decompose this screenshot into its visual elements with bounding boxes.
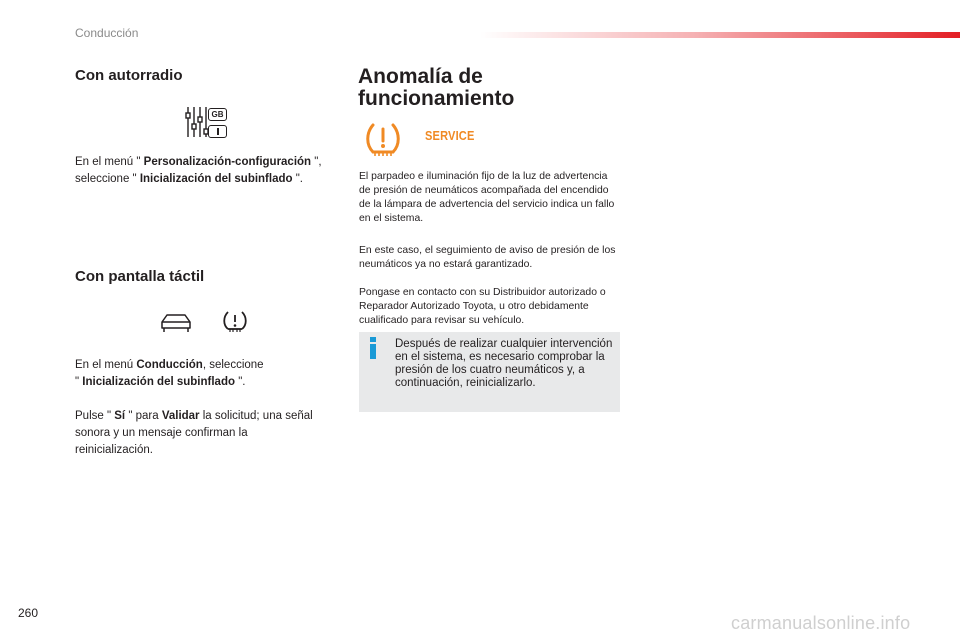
- radio-section-title: Con autorradio: [75, 67, 183, 84]
- tire-warning-icon: [364, 121, 402, 159]
- page-number: 260: [18, 606, 39, 620]
- language-box-icon: [208, 125, 227, 138]
- car-icon: [158, 310, 194, 336]
- press-yes-instructions: Pulse " Sí " para Validar la solicitud; una señal sonora y un mensaje confirman la reinicialización.: [75, 410, 313, 456]
- radio-instructions: En el menú " Personalización-configuración ", seleccione " Inicialización del subinflado ".: [75, 156, 322, 185]
- section-header: Conducción: [75, 26, 139, 40]
- service-warning-label: SERVICE: [425, 128, 475, 143]
- monitoring-not-guaranteed-text: En este caso, el seguimiento de aviso de presión de los neumáticos ya no estará garantizado.: [359, 245, 616, 270]
- touchscreen-section-title: Con pantalla táctil: [75, 268, 205, 285]
- watermark: carmanualsonline.info: [731, 613, 911, 633]
- gb-flag-icon: GB: [208, 108, 227, 121]
- touchscreen-instructions: En el menú Conducción, seleccione " Inicialización del subinflado ".: [75, 359, 264, 388]
- info-note: Después de realizar cualquier intervención en el sistema, es necesario comprobar la presión de los cuatro neumáticos y, a continuación, reinicializarlo.: [395, 338, 613, 389]
- malfunction-description: El parpadeo e iluminación fijo de la luz de advertencia de presión de neumáticos acompañada del encendido de la lámpara de advertencia del servicio indica un fallo en el sistema.: [359, 171, 615, 224]
- header-accent-bar: [480, 32, 960, 38]
- info-icon: [366, 337, 380, 359]
- malfunction-title: Anomalía de funcionamiento: [358, 65, 515, 110]
- contact-dealer-text: Pongase en contacto con su Distribuidor autorizado o Reparador Autorizado Toyota, u otro debidamente cualificado para revisar su vehículo.: [359, 287, 606, 326]
- tire-pressure-icon: [221, 309, 249, 335]
